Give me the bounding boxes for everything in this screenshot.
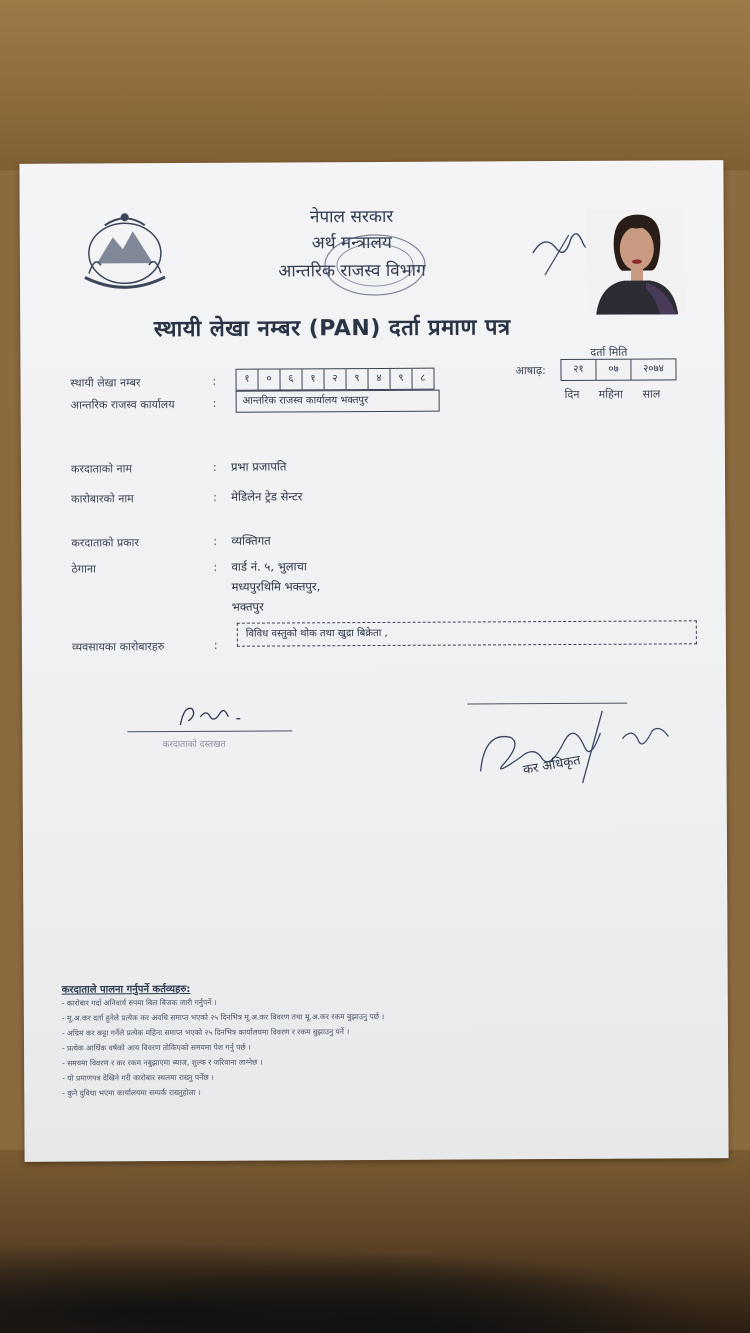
activity-colon: : [213, 638, 218, 652]
taxpayer-colon: : [212, 460, 217, 474]
header-line-1: नेपाल सरकार [309, 206, 394, 228]
pan-label: स्थायी लेखा नम्बर [70, 376, 141, 390]
pan-digit: ४ [368, 369, 390, 389]
note-item: - यो प्रमाणपत्र देखिने गरी कारोबार स्थलमा राख्नु पर्नेछ । [62, 1072, 214, 1083]
date-day-label: दिन [564, 387, 580, 401]
pan-digit: १ [302, 369, 324, 389]
taxpayer-type-value: व्यक्तिगत [231, 533, 271, 548]
taxpayer-signature-caption: करदाताको दस्तखत [162, 739, 226, 751]
notes-title: करदाताले पालना गर्नुपर्ने कर्तव्यहरु: [61, 983, 191, 996]
taxpayer-name-label: करदाताको नाम [70, 462, 133, 476]
pan-digit: १ [236, 370, 258, 390]
officer-signature-icon [472, 700, 682, 791]
business-colon: : [213, 490, 217, 504]
pan-digit: ९ [390, 369, 412, 389]
address-line-2: मध्यपुरथिमि भक्तपुर, [231, 579, 321, 594]
address-colon: : [213, 560, 218, 574]
taxpayer-type-label: करदाताको प्रकार [71, 536, 140, 550]
note-item: - कारोबार गर्दा अनिवार्य रुपमा बिल बिजक जारी गर्नुपर्ने । [61, 997, 217, 1008]
date-month-label: महिना [598, 387, 623, 401]
note-item: - समयमा विवरण र कर रकम नबुझाएमा ब्याज, शुल्क र जरिवाना लाग्नेछ । [62, 1057, 263, 1068]
registration-date-box [560, 358, 676, 381]
date-day: २१ [561, 360, 596, 380]
business-name-label: कारोबारको नाम [71, 492, 134, 506]
office-colon: : [212, 396, 217, 410]
note-item: - प्रत्येक आर्थिक वर्षको आय विवरण तोकिएको समयमा पेश गर्नु पर्छ । [61, 1042, 251, 1053]
date-month: ०७ [596, 360, 631, 380]
registration-date-heading: दर्ता मिति [590, 345, 628, 359]
address-line-1: वार्ड नं. ५, भुलाचा [231, 559, 307, 574]
business-activity-label: व्यवसायका कारोबारहरु [71, 640, 165, 654]
registration-date-prefix: आषाढ़: [515, 364, 546, 378]
address-line-3: भक्तपुर [231, 599, 264, 614]
pan-digit: २ [324, 369, 346, 389]
applicant-photo [586, 208, 687, 315]
portrait-icon [586, 208, 687, 315]
foreground-shadow [0, 1230, 750, 1333]
date-year: २०७४ [643, 363, 664, 375]
business-name-value: मेडिलेन ट्रेड सेन्टर [231, 489, 303, 504]
pan-digit: ९ [346, 369, 368, 389]
office-value: आन्तरिक राजस्व कार्यालय भक्तपुर [236, 390, 440, 413]
office-label: आन्तरिक राजस्व कार्यालय [70, 398, 175, 412]
pan-certificate [19, 160, 728, 1162]
address-label: ठेगाना [71, 562, 96, 576]
note-item: - कुनै दुविधा भएमा कार्यालयमा सम्पर्क राख्नुहोला । [62, 1087, 201, 1098]
document-title: स्थायी लेखा नम्बर (PAN) दर्ता प्रमाण पत्र [153, 315, 511, 343]
business-activity-value: विविध वस्तुको थोक तथा खुद्रा बिक्रेता , [237, 620, 697, 646]
official-stamp-icon [320, 230, 430, 301]
header-line-2: अर्थ मन्त्रालय [311, 232, 392, 254]
taxpayer-name-value: प्रभा प्रजापति [230, 459, 287, 474]
taxpayer-signature-icon [172, 699, 262, 733]
pan-colon: : [212, 374, 217, 388]
wood-table-top [0, 0, 750, 170]
pan-number-box [235, 368, 434, 391]
pan-digit: ६ [280, 369, 302, 389]
pan-digit: ८ [420, 372, 426, 384]
date-year-label: साल [642, 387, 661, 401]
type-colon: : [213, 534, 218, 548]
pan-digit: ० [258, 369, 280, 389]
note-item: - मू.अ.कर दर्ता हुनेले प्रत्येक कर अवधि समाप्त भएको २५ दिनभित्र मू.अ.कर विवरण तथा मू.अ.कर रकम बुझाउनु पर्छ । [61, 1011, 385, 1023]
officer-signature-caption: कर अधिकृत [521, 752, 582, 779]
header-line-3: आन्तरिक राजस्व विभाग [278, 260, 426, 282]
note-item: - अग्रिम कर कट्टा गर्नेले प्रत्येक महिना समाप्त भएको २५ दिनभित्र कार्यालयमा विवरण र रकम बुझाउनु पर्ने । [61, 1027, 350, 1038]
